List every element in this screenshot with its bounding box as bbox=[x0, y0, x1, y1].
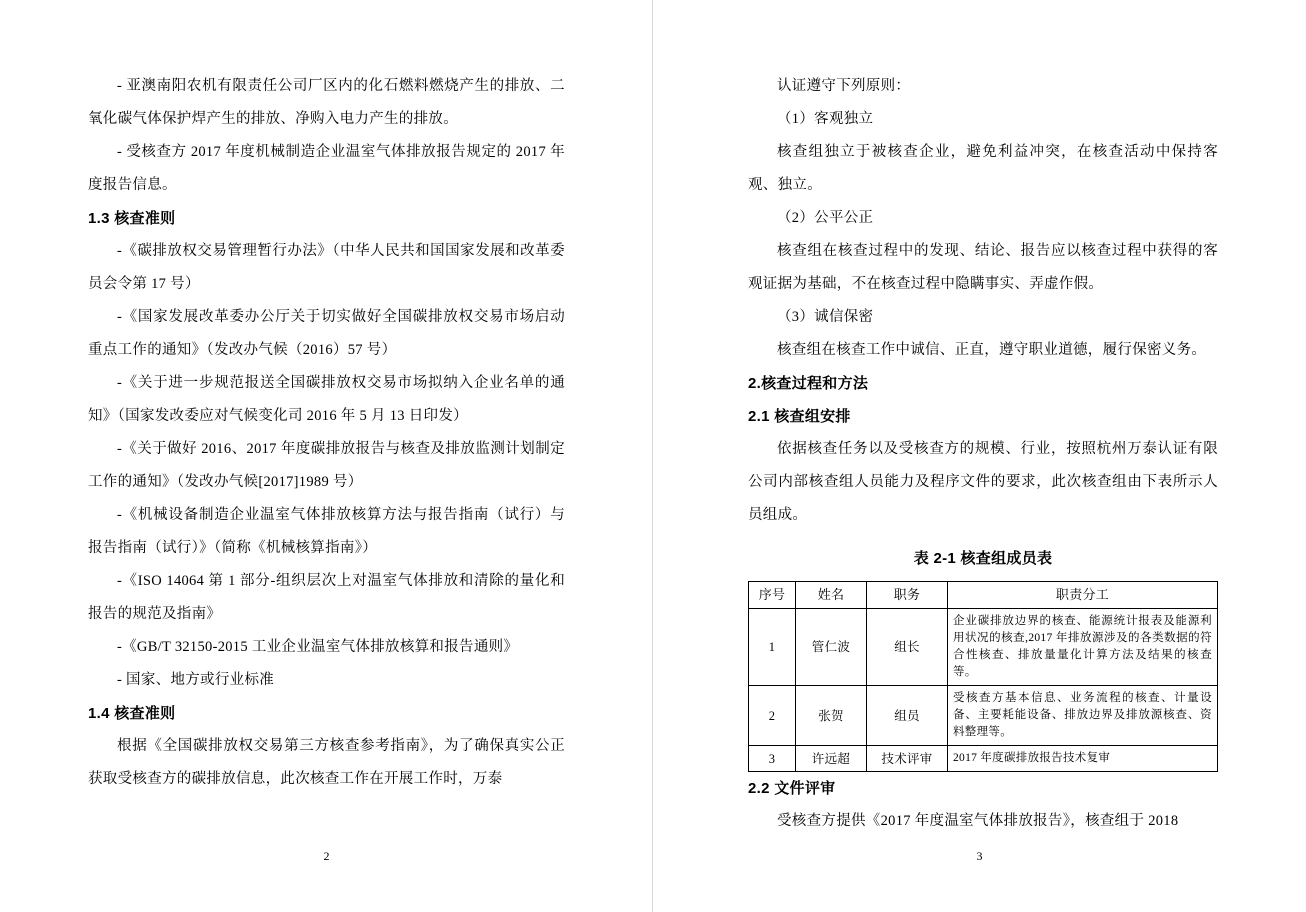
table-row bbox=[749, 609, 1218, 686]
paragraph: 认证遵守下列原则： bbox=[777, 78, 911, 94]
column-header-name: 姓名 bbox=[796, 582, 867, 609]
paragraph: -《ISO 14064 第 1 部分-组织层次上对温室气体排放和清除的量化和报告的规范及指南》 bbox=[88, 573, 565, 622]
table-row bbox=[749, 746, 1218, 772]
paragraph: -《关于做好 2016、2017 年度碳排放报告与核查及排放监测计划制定工作的通知》（发改办气候[2017]1989 号） bbox=[88, 441, 565, 490]
cell-no: 1 bbox=[749, 609, 796, 686]
table-row bbox=[749, 686, 1218, 746]
page-number-right: 3 bbox=[976, 849, 983, 863]
cell-role: 技术评审 bbox=[867, 746, 948, 772]
section-heading-2-2: 2.2 文件评审 bbox=[748, 780, 836, 797]
cell-name: 许远超 bbox=[796, 746, 867, 772]
cell-name: 张贺 bbox=[796, 686, 867, 746]
paragraph: - 受核查方 2017 年度机械制造企业温室气体排放报告规定的 2017 年度报告信息。 bbox=[88, 144, 565, 193]
paragraph: （2）公平公正 bbox=[777, 210, 874, 226]
cell-duty: 2017 年度碳排放报告技术复审 bbox=[948, 746, 1218, 772]
paragraph: 受核查方提供《2017 年度温室气体排放报告》，核查组于 2018 bbox=[777, 813, 1179, 829]
paragraph: - 亚澳南阳农机有限责任公司厂区内的化石燃料燃烧产生的排放、二氧化碳气体保护焊产生的排放、净购入电力产生的排放。 bbox=[88, 78, 565, 127]
cell-no: 2 bbox=[749, 686, 796, 746]
cell-role: 组员 bbox=[867, 686, 948, 746]
paragraph: -《关于进一步规范报送全国碳排放权交易市场拟纳入企业名单的通知》（国家发改委应对气候变化司 2016 年 5 月 13 日印发） bbox=[88, 375, 565, 424]
table-header-row bbox=[749, 582, 1218, 609]
cell-name: 管仁波 bbox=[796, 609, 867, 686]
paragraph: 依据核查任务以及受核查方的规模、行业，按照杭州万泰认证有限公司内部核查组人员能力及程序文件的要求，此次核查组由下表所示人员组成。 bbox=[748, 441, 1218, 523]
paragraph: - 国家、地方或行业标准 bbox=[117, 672, 275, 688]
column-header-no: 序号 bbox=[749, 582, 796, 609]
paragraph: 核查组在核查工作中诚信、正直，遵守职业道德，履行保密义务。 bbox=[777, 342, 1207, 358]
section-heading-1-3: 1.3 核查准则 bbox=[88, 210, 176, 227]
section-heading-2-1: 2.1 核查组安排 bbox=[748, 408, 851, 425]
paragraph: 根据《全国碳排放权交易第三方核查参考指南》，为了确保真实公正获取受核查方的碳排放信息，此次核查工作在开展工作时，万泰 bbox=[88, 738, 565, 787]
right-page-content bbox=[748, 70, 1218, 838]
page-number-left: 2 bbox=[323, 849, 330, 863]
cell-duty: 受核查方基本信息、业务流程的核查、计量设备、主要耗能设备、排放边界及排放源核查、资料整理等。 bbox=[948, 686, 1218, 746]
paragraph: -《GB/T 32150-2015 工业企业温室气体排放核算和报告通则》 bbox=[117, 639, 519, 655]
paragraph: 核查组独立于被核查企业，避免利益冲突，在核查活动中保持客观、独立。 bbox=[748, 144, 1218, 193]
left-page-content bbox=[88, 70, 565, 796]
cell-no: 3 bbox=[749, 746, 796, 772]
paragraph: 核查组在核查过程中的发现、结论、报告应以核查过程中获得的客观证据为基础，不在核查过程中隐瞒事实、弄虚作假。 bbox=[748, 243, 1218, 292]
paragraph: （1）客观独立 bbox=[777, 111, 874, 127]
column-header-role: 职务 bbox=[867, 582, 948, 609]
page-right bbox=[653, 0, 1306, 912]
table-caption: 表 2-1 核查组成员表 bbox=[913, 550, 1053, 567]
section-heading-2: 2.核查过程和方法 bbox=[748, 375, 869, 392]
cell-role: 组长 bbox=[867, 609, 948, 686]
paragraph: -《碳排放权交易管理暂行办法》（中华人民共和国国家发展和改革委员会令第 17 号） bbox=[88, 243, 565, 292]
paragraph: （3）诚信保密 bbox=[777, 309, 874, 325]
paragraph: -《机械设备制造企业温室气体排放核算方法与报告指南（试行）与报告指南（试行）》（简称《机械核算指南》） bbox=[88, 507, 565, 556]
cell-duty: 企业碳排放边界的核查、能源统计报表及能源利用状况的核查,2017 年排放源涉及的各类数据的符合性核查、排放量量化计算方法及结果的核查等。 bbox=[948, 609, 1218, 686]
paragraph: -《国家发展改革委办公厅关于切实做好全国碳排放权交易市场启动重点工作的通知》（发改办气候（2016）57 号） bbox=[88, 309, 565, 358]
verification-team-table bbox=[748, 581, 1218, 772]
section-heading-1-4: 1.4 核查准则 bbox=[88, 705, 176, 722]
column-header-duty: 职责分工 bbox=[948, 582, 1218, 609]
